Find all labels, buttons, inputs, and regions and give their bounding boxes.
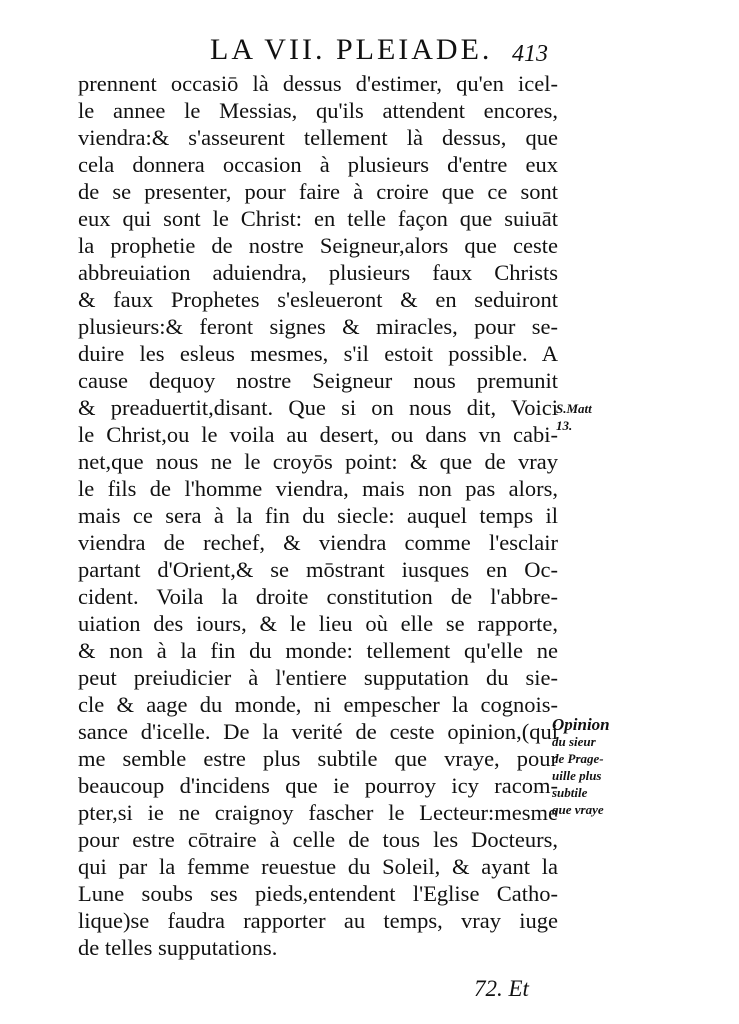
text-line: cela donnera occasion à plusieurs d'entre eux	[78, 152, 558, 177]
margin-note-reference	[556, 400, 592, 434]
text-line: cause dequoy nostre Seigneur nous premunit	[78, 368, 558, 393]
text-line: abbreuiation aduiendra, plusieurs faux Christs	[78, 260, 558, 285]
text-line: pter,si ie ne craignoy fascher le Lecteur:mesme	[78, 800, 558, 825]
text-line: sance d'icelle. De la verité de ceste opinion,(qui	[78, 719, 558, 744]
text-line: & non à la fin du monde: tellement qu'elle ne	[78, 638, 558, 663]
text-line: partant d'Orient,& se mōstrant iusques en Oc-	[78, 557, 558, 582]
text-line: net,que nous ne le croyōs point: & que de vray	[78, 449, 558, 474]
margin-note-line: Opinion	[552, 715, 610, 734]
margin-note-line: subtile	[552, 785, 588, 800]
body-text	[78, 70, 558, 961]
text-line: uiation des iours, & le lieu où elle se rapporte,	[78, 611, 558, 636]
text-line: & faux Prophetes s'esleueront & en seduiront	[78, 287, 558, 312]
page-header	[80, 30, 560, 70]
text-line: peut preiudicier à l'entiere supputation du sie-	[78, 665, 558, 690]
margin-note-line: que vraye	[552, 802, 604, 817]
margin-note-line: du sieur	[552, 734, 596, 749]
margin-note-line: de Prage-	[552, 751, 604, 766]
text-line: cle & aage du monde, ni empescher la cognois-	[78, 692, 558, 717]
margin-note-line: S.Matt	[556, 401, 592, 416]
catchword: 72. Et	[474, 976, 529, 1001]
text-line: viendra de rechef, & viendra comme l'esclair	[78, 530, 558, 555]
text-line: duire les esleus mesmes, s'il estoit possible. A	[78, 341, 558, 366]
page-number: 413	[512, 41, 548, 67]
text-line: prennent occasiō là dessus d'estimer, qu'en icel-	[78, 71, 558, 96]
text-line: beaucoup d'incidens que ie pourroy icy racom-	[78, 773, 558, 798]
text-line: plusieurs:& feront signes & miracles, pour se-	[78, 314, 558, 339]
text-line: la prophetie de nostre Seigneur,alors que ceste	[78, 233, 558, 258]
margin-note-line: 13.	[556, 418, 573, 433]
text-line: & preaduertit,disant. Que si on nous dit, Voici	[78, 395, 558, 420]
text-line: de telles supputations.	[78, 935, 278, 960]
text-line: de se presenter, pour faire à croire que ce sont	[78, 179, 558, 204]
text-line: le annee le Messias, qu'ils attendent encores,	[78, 98, 558, 123]
text-line: Lune soubs ses pieds,entendent l'Eglise Catho-	[78, 881, 558, 906]
margin-note-opinion	[552, 716, 642, 818]
text-line: eux qui sont le Christ: en telle façon que suiuāt	[78, 206, 558, 231]
text-line: mais ce sera à la fin du siecle: auquel temps il	[78, 503, 558, 528]
text-line: le fils de l'homme viendra, mais non pas alors,	[78, 476, 558, 501]
text-line: me semble estre plus subtile que vraye, pour	[78, 746, 558, 771]
text-line: le Christ,ou le voila au desert, ou dans vn cabi-	[78, 422, 558, 447]
text-line: lique)se faudra rapporter au temps, vray iuge	[78, 908, 558, 933]
running-head: LA VII. PLEIADE.	[210, 33, 493, 66]
text-line: viendra:& s'asseurent tellement là dessus, que	[78, 125, 558, 150]
margin-note-line: uille plus	[552, 768, 602, 783]
text-line: cident. Voila la droite constitution de l'abbre-	[78, 584, 558, 609]
text-line: pour estre cōtraire à celle de tous les Docteurs,	[78, 827, 558, 852]
text-line: qui par la femme reuestue du Soleil, & ayant la	[78, 854, 558, 879]
